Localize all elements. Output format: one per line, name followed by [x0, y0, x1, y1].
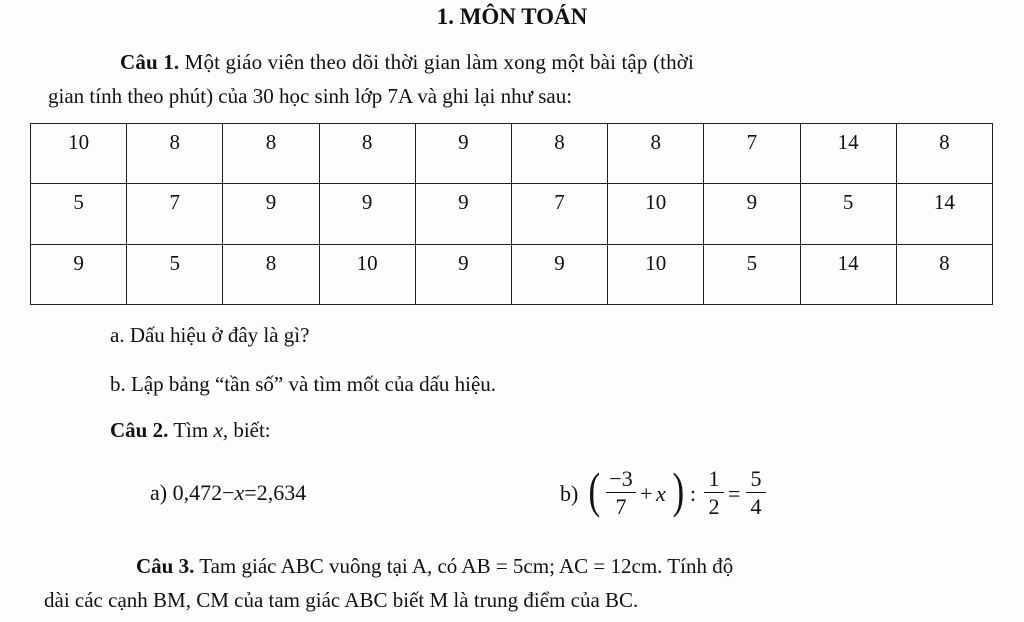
question-2-text: Tìm: [168, 418, 214, 442]
question-2-label: Câu 2.: [110, 418, 169, 442]
table-row: [31, 244, 993, 304]
fraction-2-denominator: 2: [708, 494, 720, 519]
question-3-line-2: dài các cạnh BM, CM của tam giác ABC biết M là trung điểm của BC.: [44, 588, 639, 612]
fraction-2-numerator: 1: [704, 466, 724, 493]
variable-x: x: [213, 418, 223, 442]
table-cell: 5: [31, 184, 127, 244]
table-cell: 8: [223, 244, 319, 304]
table-row: [31, 124, 993, 184]
question-1-line-2: gian tính theo phút) của 30 học sinh lớp 7A và ghi lại như sau:: [48, 84, 573, 108]
fraction-3-denominator: 4: [750, 494, 762, 519]
fraction-5-over-4: [746, 466, 766, 521]
equation-a-right: =2,634: [244, 480, 307, 505]
table-cell: 9: [223, 184, 319, 244]
equation-b: [560, 463, 790, 533]
equals-sign: =: [728, 481, 741, 506]
table-cell: 14: [800, 244, 896, 304]
table-cell: 14: [800, 124, 896, 184]
table-cell: 9: [415, 184, 511, 244]
fraction-3-numerator: 5: [746, 466, 766, 493]
table-cell: 8: [896, 124, 992, 184]
equation-a-minus: −: [222, 480, 235, 505]
fraction-1-over-2: [704, 466, 724, 521]
equation-a-variable: x: [234, 480, 245, 505]
table-cell: 9: [704, 184, 800, 244]
table-cell: 10: [608, 244, 704, 304]
table-cell: 8: [127, 124, 223, 184]
table-cell: 10: [319, 244, 415, 304]
section-heading: 1. MÔN TOÁN: [436, 4, 588, 29]
table-cell: 9: [415, 124, 511, 184]
table-cell: 8: [223, 124, 319, 184]
table-cell: 9: [511, 244, 607, 304]
equation-b-label: b): [560, 481, 579, 506]
open-paren: (: [588, 462, 601, 518]
table-cell: 8: [511, 124, 607, 184]
data-table: [30, 123, 993, 305]
table-cell: 9: [31, 244, 127, 304]
question-1-line-1: [120, 50, 694, 75]
table-cell: 14: [896, 184, 992, 244]
equation-a-label: a): [150, 480, 168, 505]
table-cell: 10: [608, 184, 704, 244]
question-1-label: Câu 1.: [120, 50, 180, 74]
equation-a-left: 0,472: [172, 480, 223, 505]
equation-a: [150, 480, 306, 506]
question-3-text: Tam giác ABC vuông tại A, có AB = 5cm; AC = 12cm. Tính độ: [194, 554, 734, 578]
table-cell: 8: [319, 124, 415, 184]
question-1-part-b: b. Lập bảng “tần số” và tìm mốt của dấu hiệu.: [110, 372, 497, 396]
table-cell: 8: [608, 124, 704, 184]
question-3-label: Câu 3.: [136, 554, 195, 578]
close-paren: ): [672, 462, 685, 518]
table-cell: 5: [800, 184, 896, 244]
question-1-text: Một giáo viên theo dõi thời gian làm xong một bài tập (thời: [179, 50, 694, 74]
table-cell: 7: [704, 124, 800, 184]
table-cell: 7: [127, 184, 223, 244]
question-1-part-a: a. Dấu hiệu ở đây là gì?: [110, 323, 310, 347]
table-cell: 5: [704, 244, 800, 304]
fraction-1-numerator: −3: [606, 466, 636, 493]
table-cell: 5: [127, 244, 223, 304]
table-cell: 9: [415, 244, 511, 304]
equation-b-variable: x: [656, 481, 666, 506]
fraction-minus-3-over-7: [606, 466, 636, 521]
question-2-prompt: [110, 418, 271, 443]
table-cell: 10: [31, 124, 127, 184]
table-row: [31, 184, 993, 244]
question-2-text-end: , biết:: [222, 418, 271, 442]
table-cell: 8: [896, 244, 992, 304]
divide-colon: :: [690, 481, 697, 506]
question-3-line-1: [136, 554, 733, 579]
table-cell: 7: [511, 184, 607, 244]
plus-sign: +: [640, 481, 653, 506]
table-cell: 9: [319, 184, 415, 244]
fraction-1-denominator: 7: [615, 494, 627, 519]
